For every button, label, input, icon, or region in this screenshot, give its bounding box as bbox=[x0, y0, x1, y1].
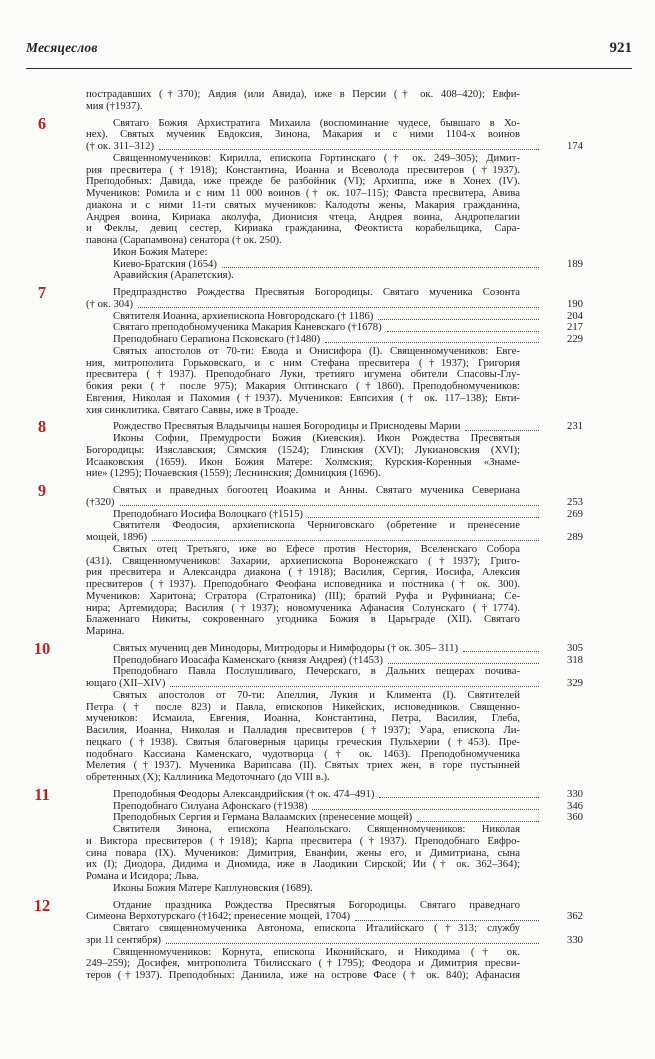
toc-line bbox=[86, 223, 583, 235]
page-ref: 190 bbox=[566, 297, 583, 310]
entry-text: мия (†1937). bbox=[86, 100, 143, 112]
entry-text: Симеона Верхотурскаго (†1642; пренесение мощей, 1704) bbox=[86, 911, 351, 923]
dot-leader bbox=[465, 430, 539, 431]
running-head bbox=[26, 40, 632, 69]
toc-line bbox=[86, 836, 583, 848]
toc-line bbox=[86, 801, 583, 813]
toc-line bbox=[86, 176, 583, 188]
entry-text: Мучеников: Харитона; Стратора (Стратоника) (III); братий Руфа и Руфиниана; Се- bbox=[86, 590, 520, 602]
toc-line bbox=[86, 556, 583, 568]
entry-text: Марина. bbox=[86, 626, 125, 637]
toc-line bbox=[86, 200, 583, 212]
toc-line bbox=[86, 749, 583, 761]
entry-text: ющаго (XII–XIV) bbox=[86, 678, 166, 689]
entry-text: Романа и Исидора; Льва. bbox=[86, 871, 199, 882]
entry-text: рия пресвитера и Александра диакона (†1918); Василия, Сергия, Иосифа, Алексия bbox=[86, 567, 520, 579]
entry-text: Мелетия (†1937). Мученика Варипсава (II). Святых триех жен, в горе пустынней bbox=[86, 760, 520, 772]
day-number: 8 bbox=[37, 417, 47, 437]
toc-line bbox=[86, 468, 583, 480]
toc-line bbox=[86, 433, 583, 445]
dot-leader bbox=[170, 686, 539, 687]
day-number: 9 bbox=[37, 481, 47, 500]
toc-line bbox=[37, 417, 583, 437]
toc-line bbox=[86, 737, 583, 749]
toc-line bbox=[33, 638, 583, 658]
page-ref: 329 bbox=[566, 677, 583, 689]
entry-text: их (I); Диодора, Дидима и Диомида, иже в Лаодикии Сирской; Ии († ок. 362–364); bbox=[86, 859, 520, 871]
running-title: Месяцеслов bbox=[26, 40, 98, 55]
toc-line bbox=[86, 935, 583, 947]
dot-leader bbox=[166, 943, 539, 944]
entry-text: пресвитеров (†1937). Преподобнаго Феофана исповедника и постника († ок. 300). bbox=[86, 579, 520, 590]
toc-line bbox=[86, 235, 583, 247]
entry-text: 249–259); Досифея, митрополита Тбилисскаго (†1795); Феодора и Димитрия пресви- bbox=[86, 958, 520, 970]
entry-text: Киево-Братския (1654) bbox=[113, 258, 217, 270]
dot-leader bbox=[417, 821, 539, 822]
page-ref: 269 bbox=[566, 507, 583, 520]
dot-leader bbox=[120, 505, 540, 506]
toc-line bbox=[86, 381, 583, 393]
entry-text: мучеников: Исмаила, Евгения, Иоанна, Константина, Петра, Василия, Глеба, bbox=[86, 713, 520, 725]
dot-leader bbox=[308, 517, 539, 518]
entry-text: Преподобнаго Иосифа Волоцкаго (†1515) bbox=[113, 508, 303, 520]
toc-line bbox=[86, 165, 583, 177]
toc-line bbox=[37, 481, 583, 500]
toc-line bbox=[86, 760, 583, 772]
entry-text: Предпразднство Рождества Пресвятыя Богородицы. Святаго мученика Созонта bbox=[113, 287, 520, 298]
dot-leader bbox=[325, 342, 539, 343]
entry-text: Святаго священномученика Автонома, епископа Италийскаго (†313; службу bbox=[113, 923, 520, 934]
entry-text: Икон Божия Матере: bbox=[113, 246, 208, 258]
entry-text: Святых апостолов от 70-ти: Апеллия, Лукия и Климента (I). Святителей bbox=[113, 689, 520, 701]
page-ref: 231 bbox=[566, 420, 583, 433]
entry-text: Преподобных: Давида, иже прежде бе разбойник (VI); Архиппа, иже в Хонех (IV). bbox=[86, 176, 520, 188]
entry-text: Преподобнаго Павла Послушливаго, Печерскаго, в Дальних пещерах почива- bbox=[113, 666, 520, 678]
toc-line bbox=[86, 871, 583, 883]
toc-line bbox=[86, 101, 583, 113]
toc-line bbox=[86, 859, 583, 871]
entry-text: Преподобных Сергия и Германа Валаамских (пренесение мощей) bbox=[113, 812, 413, 824]
page-ref: 330 bbox=[566, 933, 583, 946]
entry-text: диакона и с ними 11-ти святых мучеников: Калодоты жены, Макария гражданина, bbox=[86, 199, 520, 211]
entry-text: и Феклы, девиц сестер, Кириака гражданина, Феоктиста корабельщика, Сара- bbox=[86, 223, 520, 235]
entry-text: подобнаго Кассиана Каменскаго, чудотворца († ок. 1463). Преподобномученика bbox=[86, 748, 520, 760]
entry-text: Преподобныя Феодоры Александрийския († ок. 474–491) bbox=[113, 788, 375, 800]
toc-line bbox=[86, 509, 583, 521]
entry-text: пресвитера (†1937). Преподобнаго Луки, третияго игумена обители Спасовы-Глу- bbox=[86, 369, 520, 381]
toc-line bbox=[86, 247, 583, 259]
day-number: 10 bbox=[33, 638, 51, 658]
toc-line bbox=[86, 702, 583, 714]
entry-text: рия пресвитера (†1918); Константина, Иоанна и Всеволода пресвитеров (†1937). bbox=[86, 164, 520, 176]
page-number: 921 bbox=[609, 40, 632, 56]
toc-line bbox=[86, 678, 583, 690]
dot-leader bbox=[379, 797, 539, 798]
page-ref: 204 bbox=[566, 309, 583, 322]
entry-text: Аравийския (Арапетския). bbox=[113, 270, 234, 282]
entry-text: Святых апостолов от 70-ти: Евода и Онисифора (I). Священномучеников: Евге- bbox=[113, 345, 520, 357]
entry-text: († ок. 311–312) bbox=[86, 141, 155, 152]
toc-line bbox=[86, 544, 583, 556]
page-ref: 330 bbox=[566, 787, 583, 800]
entry-text: Петра († после 823) и Павла, епископов Никейских, исповедников. Священно- bbox=[86, 701, 520, 713]
toc-line bbox=[86, 270, 583, 282]
entry-text: Преподобнаго Иоасафа Каменскаго (князя Андрея) (†1453) bbox=[113, 654, 383, 666]
entry-text: павона (Сарапамвона) сенатора († ок. 250). bbox=[86, 235, 282, 246]
page-ref: 189 bbox=[566, 257, 583, 270]
entry-text: Святых мучениц дев Минодоры, Митродоры и Нимфодоры († ок. 305– 311) bbox=[113, 642, 459, 654]
toc-line bbox=[86, 346, 583, 358]
entry-text: Иконы Божия Матере Каплуновския (1689). bbox=[113, 882, 313, 894]
toc-line bbox=[86, 457, 583, 469]
toc-line bbox=[86, 958, 583, 970]
entry-text: обретенных (X); Каллиника Медоточнаго (до VIII в.). bbox=[86, 772, 330, 783]
entry-text: зри 11 сентября) bbox=[86, 934, 161, 946]
entry-text: и Виктора пресвитеров (†1918); Карпа пресвитера (†1937). Преподобнаго Евфро- bbox=[86, 835, 520, 847]
entry-text: нех). Святых мученик Евдоксия, Зинона, Макария и с ними 1104-х воинов bbox=[86, 129, 520, 141]
toc-line bbox=[86, 369, 583, 381]
toc-line bbox=[86, 579, 583, 591]
dot-leader bbox=[159, 149, 539, 150]
entry-text: (†320) bbox=[86, 496, 115, 508]
entry-text: Преподобнаго Силуана Афонскаго (†1938) bbox=[113, 800, 308, 812]
toc-line bbox=[86, 520, 583, 532]
entry-text: Рождество Пресвятыя Владычицы нашея Богородицы и Приснодевы Марии bbox=[113, 421, 461, 433]
entry-text: Исааковския (1659). Икон Божия Матере: Холмския; Курския-Коренныя «Знаме- bbox=[86, 456, 520, 468]
toc-line bbox=[86, 626, 583, 638]
toc-line bbox=[33, 895, 583, 915]
entry-text: Мучеников: Ромила и с ним 11 000 воинов († ок. 107–115); Фавста пресвитера, Авива bbox=[86, 188, 520, 199]
page-ref: 217 bbox=[566, 321, 583, 334]
toc-line bbox=[86, 89, 583, 101]
toc-line bbox=[86, 690, 583, 702]
entry-text: Отдание праздника Рождества Пресвятыя Богородицы. Святаго праведнаго bbox=[113, 899, 520, 911]
toc-line bbox=[86, 212, 583, 224]
toc-line bbox=[86, 393, 583, 405]
toc-line bbox=[86, 591, 583, 603]
toc-line bbox=[86, 812, 583, 824]
entry-text: Святаго преподобномученика Макария Каневскаго (†1678) bbox=[113, 322, 382, 334]
toc-line bbox=[86, 725, 583, 737]
toc-line bbox=[86, 532, 583, 544]
entry-text: Богородицы: Изяславския; Сямския (1524); Глинския (XVI); Лукиановския (XVI); bbox=[86, 444, 520, 456]
toc-line bbox=[86, 445, 583, 457]
entry-text: сина повара (IX). Мучеников: Димитрия, Еванфии, жены его, и Димитриана, сына bbox=[86, 847, 520, 859]
day-number: 11 bbox=[34, 784, 50, 804]
entry-text: ния, митрополита Горьковскаго, и с ним Стефана пресвитера (†1937); Григория bbox=[86, 357, 520, 369]
day-number: 12 bbox=[33, 895, 51, 915]
toc-line bbox=[34, 784, 583, 804]
toc-line bbox=[86, 603, 583, 615]
toc-line bbox=[86, 911, 583, 923]
entry-text: Святителя Иоанна, архиепископа Новгородскаго († 1186) bbox=[113, 310, 374, 322]
entry-text: пострадавших (†370); Авдия (или Авида), иже в Персии († ок. 408–420); Евфи- bbox=[86, 89, 520, 100]
toc-line bbox=[86, 713, 583, 725]
entry-text: пецкаго (†1938). Святыя благоверныя царицы греческия Пульхерии (†453). Пре- bbox=[86, 736, 520, 748]
entry-text: нира; Артемидора; Василия (†1937); новомученика Афанасия Солунскаго (†1774). bbox=[86, 602, 520, 614]
toc-line bbox=[86, 923, 583, 935]
toc-line bbox=[86, 153, 583, 165]
toc-line bbox=[86, 141, 583, 153]
day-number: 6 bbox=[37, 113, 47, 133]
dot-leader bbox=[378, 319, 539, 320]
page-ref: 346 bbox=[566, 799, 583, 812]
toc-line bbox=[86, 259, 583, 271]
entry-text: мощей, 1896) bbox=[86, 532, 148, 543]
page-ref: 318 bbox=[566, 653, 583, 666]
toc-line bbox=[86, 405, 583, 417]
toc-line bbox=[37, 113, 583, 133]
toc-line bbox=[86, 334, 583, 346]
entry-text: Блаженнаго Никиты, сокровеннаго угодника Божия в Царьграде (XII). Святаго bbox=[86, 614, 520, 626]
entry-text: († ок. 304) bbox=[86, 298, 134, 310]
entry-text: Святых и праведных богоотец Иоакима и Анны. Святаго мученика Севериана bbox=[113, 485, 520, 496]
entry-text: Иконы Софии, Премудрости Божия (Киевския). Икон Рождества Пресвятыя bbox=[113, 433, 520, 444]
toc-line bbox=[86, 824, 583, 836]
toc-line bbox=[86, 129, 583, 141]
toc-line bbox=[86, 666, 583, 678]
page-ref: 253 bbox=[566, 495, 583, 508]
page-ref: 305 bbox=[566, 641, 583, 654]
dot-leader bbox=[355, 920, 539, 921]
toc-line bbox=[86, 299, 583, 311]
toc-line bbox=[86, 322, 583, 334]
entry-text: хия синклитика. Святаго Саввы, иже в Троаде. bbox=[86, 404, 299, 416]
day-number: 7 bbox=[37, 283, 47, 302]
entry-text: (431). Священномучеников: Захарии, архиепископа Воронежскаго (†1937); Григо- bbox=[86, 555, 520, 567]
toc-line bbox=[86, 311, 583, 323]
toc-line bbox=[86, 188, 583, 200]
entry-text: Василия, Иоанна, Николая и Палладия пресвитеров (†1937); Уара, епископа Ли- bbox=[86, 725, 520, 736]
toc-line bbox=[86, 883, 583, 895]
toc-line bbox=[86, 772, 583, 784]
page-ref: 362 bbox=[566, 910, 583, 923]
toc-line bbox=[86, 970, 583, 982]
page-ref: 289 bbox=[566, 531, 583, 543]
toc-line bbox=[86, 614, 583, 626]
entry-text: Святителя Зинона, епископа Неапольскаго. Священномучеников: Николая bbox=[113, 824, 520, 835]
dot-leader bbox=[152, 540, 539, 541]
entry-text: Священномучеников: Кирилла, епископа Гортинскаго († ок. 249–305); Димит- bbox=[113, 152, 520, 164]
entry-text: Преподобнаго Серапиона Псковскаго (†1480) bbox=[113, 334, 321, 345]
toc-line bbox=[86, 497, 583, 509]
entry-text: ние» (1295); Почаевския (1559); Леснинския; Домницкия (1696). bbox=[86, 468, 381, 480]
toc-line bbox=[86, 848, 583, 860]
page-ref: 360 bbox=[566, 811, 583, 824]
dot-leader bbox=[222, 267, 539, 268]
dot-leader bbox=[463, 651, 539, 652]
toc-line bbox=[37, 283, 583, 302]
entry-text: Святаго Божия Архистратига Михаила (воспоминание чудесе, бывшаго в Хо- bbox=[113, 117, 520, 129]
toc-line bbox=[86, 655, 583, 667]
page-ref: 229 bbox=[566, 333, 583, 345]
dot-leader bbox=[312, 809, 539, 810]
toc-line bbox=[86, 358, 583, 370]
toc-line bbox=[86, 567, 583, 579]
toc-line bbox=[86, 947, 583, 959]
entry-text: Евгения, Николая и Пахомия (†1937). Мучеников: Евпсихия († ок. 117–138); Евти- bbox=[86, 392, 520, 404]
entry-text: Священномучеников: Корнута, епископа Иконийскаго, и Никодима († ок. bbox=[113, 946, 520, 958]
dot-leader bbox=[388, 663, 539, 664]
entry-text: Святых отец Третьяго, иже во Ефесе против Нестория, Вселенскаго Собора bbox=[113, 543, 520, 555]
entry-text: теров (†1937). Преподобных: Даниила, иже на острове Фасе († ок. 840); Афанасия bbox=[86, 970, 520, 981]
entry-text: Андрея воина, Кириака аколуфа, Дионисия чтеца, Андрея воина, Андропелагии bbox=[86, 211, 520, 223]
dot-leader bbox=[138, 307, 539, 308]
dot-leader bbox=[387, 331, 539, 332]
page-ref: 174 bbox=[566, 140, 583, 152]
toc-body bbox=[33, 89, 583, 982]
entry-text: Святителя Феодосия, архиепископа Черниговскаго (обретение и пренесение bbox=[113, 520, 520, 532]
entry-text: бокия реки († после 975); Макария Оптинскаго (†1860). Преподобномучеников: bbox=[86, 381, 520, 392]
